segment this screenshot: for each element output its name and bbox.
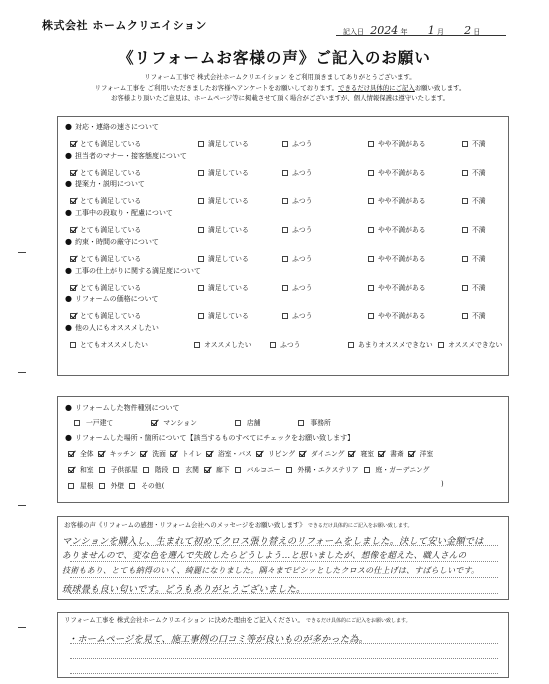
question-1-option-label: とても満足している [80,140,142,148]
date-year-unit: 年 [400,28,408,36]
question-6-text: 工事の仕上がりに関する満足度について [74,266,201,275]
question-4-option-4[interactable] [462,224,486,234]
place-option-0[interactable] [68,466,94,474]
bullet-icon: ● [65,208,72,218]
property-question-label: リフォームした物件種別について [74,404,180,412]
place-option-label: キッチン [109,450,137,458]
question-5 [58,236,508,266]
checkbox-icon[interactable] [99,467,105,473]
question-6-option-0[interactable] [70,282,141,292]
places-question-label: リフォームした場所・箇所について【該当するものすべてにチェックをお願い致します】 [74,434,355,442]
date-day: 2 [464,24,472,37]
margin-mark-2 [18,372,26,373]
question-7-option-4[interactable] [462,310,486,320]
question-3-option-label: ふつう [292,197,313,206]
question-1-option-label: 不満 [472,140,486,148]
question-5-option-0[interactable] [70,253,141,263]
intro-line-1: リフォーム工事で 株式会社ホームクリエイション をご利用頂きましてありがとうございます。 [144,73,416,81]
question-recommend-label [65,323,159,333]
place-option-1[interactable] [99,482,125,490]
property-option-0[interactable] [74,419,113,427]
place-option-label: 庭・ガーデニング [375,466,430,474]
reason-rule-3 [70,673,498,674]
checkbox-icon[interactable] [368,170,374,176]
question-5-option-4[interactable] [462,253,486,263]
voice-header-note: できるだけ具体的にご記入をお願い致します。 [307,523,413,529]
checkbox-icon[interactable] [143,467,149,473]
question-6-option-label: ふつう [292,283,313,292]
voice-text-line-4: 琉球畳も良い匂いです。どうもありがとうございました。 [62,584,306,595]
checkbox-icon[interactable] [173,467,179,473]
property-section [57,396,509,503]
question-recommend-text: 他の人にもオススメしたい [74,323,159,332]
property-option-2[interactable] [235,419,261,427]
date-month-unit: 月 [436,28,444,36]
other-close-paren: ) [441,480,444,488]
bullet-icon: ● [65,122,72,131]
place-option-3[interactable] [170,450,202,458]
place-option-label: 階段 [154,466,169,474]
place-option-0[interactable] [68,450,94,458]
checkbox-icon[interactable] [235,467,241,473]
checkbox-icon[interactable] [198,141,204,147]
checkbox-icon[interactable] [194,342,200,348]
checkbox-icon[interactable] [74,420,80,426]
question-5-option-label: 不満 [472,254,486,263]
place-option-label: 全体 [80,450,94,458]
question-4-option-label: やや不満がある [378,226,426,235]
question-4-option-0[interactable] [70,224,141,234]
question-5-option-2[interactable] [282,253,312,263]
place-option-label: 書斎 [390,450,404,458]
checkbox-icon[interactable] [438,342,444,348]
question-2 [58,150,508,180]
checkbox-icon[interactable] [286,467,292,473]
checkbox-icon[interactable] [68,483,74,489]
place-option-label: 浴室・バス [217,450,252,458]
question-4-option-label: 満足している [208,226,249,235]
page-title: 《リフォームお客様の声》ご記入のお願い [118,49,431,67]
intro-line-3: お客様より頂いたご意見は、ホームページ等に掲載させて頂く場合がございますが、個人情報保護は遵守いたします。 [110,94,450,102]
question-recommend-option-label: オススメしたい [204,340,252,349]
checkbox-icon[interactable] [151,420,157,426]
question-7-option-label: ふつう [292,312,313,321]
intro-line-2-post: お願い致します。 [414,83,466,92]
question-4 [58,207,508,237]
checkbox-icon[interactable] [462,313,468,319]
voice-rule-2 [70,561,498,562]
question-6-label [65,266,201,276]
date-underline [336,35,506,36]
checkbox-icon[interactable] [282,285,288,291]
checkbox-icon[interactable] [256,451,262,457]
question-7-option-label: 満足している [208,312,249,321]
question-recommend-option-label: ふつう [280,340,301,349]
question-3-option-label: 不満 [472,197,486,206]
voice-text-line-1: マンションを購入し、生まれて初めてクロス張り替えのリフォームをしました。決して安い金額では [62,536,484,547]
place-option-label: バルコニー [246,466,281,474]
checkbox-icon[interactable] [462,285,468,291]
place-option-3[interactable] [173,466,199,474]
date-day-unit: 日 [473,28,481,36]
place-option-label: 寝室 [360,450,375,458]
question-2-option-label: とても満足している [80,168,142,177]
date-month: 1 [427,24,435,37]
checkbox-icon[interactable] [204,467,210,473]
bullet-icon: ● [65,236,72,246]
voice-header [64,520,412,529]
question-1-text: 対応・連絡の速さについて [74,123,159,131]
place-option-5[interactable] [256,450,295,458]
place-option-label: 廊下 [215,466,230,474]
place-option-9[interactable] [408,450,434,458]
checkbox-icon[interactable] [198,198,204,204]
place-option-1[interactable] [98,450,137,458]
place-option-label: 子供部屋 [110,466,138,474]
question-recommend-option-4[interactable] [438,339,502,349]
question-recommend-option-0[interactable] [70,339,148,349]
voice-header-text: お客様の声《リフォームの感想・リフォーム会社へのメッセージをお願い致します》 [64,521,306,529]
place-option-label: 洋室 [419,450,434,458]
place-option-2[interactable] [143,466,169,474]
reason-header-note: できるだけ具体的にご記入をお願い致します。 [306,618,411,624]
question-6 [58,265,508,295]
question-5-text: 約束・時間の厳守について [74,237,159,246]
bullet-icon: ● [65,265,72,275]
reason-text-line-1: ・ホームページを見て、施工事例の口コミ等が良いものが多かった為。 [68,634,369,645]
question-3-option-label: やや不満がある [378,197,426,206]
place-option-8[interactable] [378,450,404,458]
question-6-option-2[interactable] [282,282,312,292]
checkbox-icon[interactable] [198,227,204,233]
checkbox-icon[interactable] [70,285,76,291]
place-option-label: その他( [141,482,165,490]
checkbox-icon[interactable] [282,141,288,147]
question-7-option-0[interactable] [70,310,141,320]
place-option-4[interactable] [204,466,230,474]
bullet-icon: ● [65,294,72,304]
bullet-icon: ● [65,150,72,160]
place-option-6[interactable] [286,466,359,474]
bullet-icon: ● [65,322,72,332]
checkbox-icon[interactable] [368,285,374,291]
property-option-1[interactable] [151,419,197,427]
place-option-label: リビング [267,450,296,458]
question-2-option-2[interactable] [282,167,312,177]
question-6-option-1[interactable] [198,282,249,292]
place-option-label: 外構・エクステリア [297,466,359,474]
checkbox-icon[interactable] [70,198,76,204]
question-1 [58,121,508,151]
question-1-option-0[interactable] [70,138,141,148]
question-7-option-1[interactable] [198,310,249,320]
intro-line-2-pre: リフォーム工事を ご利用いただきましたお客様へアンケートをお願いしております。 [94,83,339,92]
checkbox-icon[interactable] [235,420,241,426]
date-year: 2024 [370,24,399,37]
checkbox-icon[interactable] [282,313,288,319]
place-option-7[interactable] [348,450,374,458]
question-recommend [58,322,508,352]
question-7-option-label: やや不満がある [378,312,426,321]
checkbox-icon[interactable] [368,141,374,147]
question-4-option-2[interactable] [282,224,312,234]
question-2-option-label: 満足している [208,168,249,177]
checkbox-icon[interactable] [98,451,104,457]
question-1-option-1[interactable] [198,138,249,148]
question-2-option-3[interactable] [368,167,426,177]
checkbox-icon[interactable] [282,170,288,176]
question-6-option-label: 不満 [472,283,486,292]
checkbox-icon[interactable] [368,313,374,319]
property-options [74,417,369,427]
satisfaction-survey [57,116,509,376]
question-recommend-option-1[interactable] [194,339,252,349]
place-option-label: ダイニング [311,450,345,458]
places-question: ● リフォームした場所・箇所について【該当するものすべてにチェックをお願い致します】 [65,433,355,442]
question-4-option-label: とても満足している [80,226,142,235]
customer-voice-box[interactable] [57,516,509,600]
question-3-text: 提案力・説明について [74,180,145,189]
checkbox-icon[interactable] [348,342,354,348]
place-option-label: 洗面 [152,450,166,458]
checkbox-icon[interactable] [70,227,76,233]
intro-line-2 [30,83,530,94]
reason-header-text: リフォーム工事を 株式会社ホームクリエイション に決めた理由をご記入ください。 [64,616,304,624]
checkbox-icon[interactable] [364,467,370,473]
question-5-option-label: とても満足している [80,254,142,263]
checkbox-icon[interactable] [299,451,305,457]
question-7-option-label: 不満 [472,312,486,321]
question-1-option-label: 満足している [208,140,249,148]
question-5-label [65,237,159,247]
checkbox-icon[interactable] [129,483,135,489]
checkbox-icon[interactable] [70,313,76,319]
checkbox-icon[interactable] [170,451,176,457]
question-2-label [65,151,187,161]
place-option-label: 外壁 [110,482,125,490]
question-3-option-label: とても満足している [80,197,142,206]
intro-text [30,72,530,104]
reason-rule-2 [70,658,498,659]
place-option-label: 和室 [80,466,94,474]
question-1-label [65,122,159,132]
checkbox-icon[interactable] [368,227,374,233]
question-5-option-3[interactable] [368,253,426,263]
question-2-text: 担当者のマナー・接客態度について [74,151,187,160]
question-7-option-2[interactable] [282,310,312,320]
checkbox-icon[interactable] [282,256,288,262]
date-label: 記入日 [343,28,364,36]
question-7-option-3[interactable] [368,310,426,320]
voice-rule-3 [70,577,498,578]
reason-header [64,615,411,624]
question-6-option-label: やや不満がある [378,283,426,292]
question-2-option-4[interactable] [462,167,486,177]
question-4-option-label: 不満 [472,226,486,235]
voice-text-line-3: 技術もあり、とても納得のいく、綺麗になりました。隅々までピシッとしたクロスの仕上げは、すばらしいです。 [62,566,480,575]
checkbox-icon[interactable] [68,467,74,473]
checkbox-icon[interactable] [70,170,76,176]
checkbox-icon[interactable] [462,141,468,147]
question-3-option-1[interactable] [198,195,249,205]
question-5-option-label: 満足している [208,254,249,263]
question-5-option-label: やや不満がある [378,254,426,263]
question-6-option-label: 満足している [208,283,249,292]
question-recommend-option-label: オススメできない [448,340,503,349]
checkbox-icon[interactable] [348,451,354,457]
checkbox-icon[interactable] [368,198,374,204]
checkbox-icon[interactable] [70,256,76,262]
checkbox-icon[interactable] [270,342,276,348]
question-1-option-4[interactable] [462,138,486,148]
places-row-2 [68,464,434,474]
question-7 [58,293,508,323]
question-4-label [65,208,173,218]
checkbox-icon[interactable] [198,170,204,176]
question-3 [58,178,508,208]
place-option-5[interactable] [235,466,281,474]
question-recommend-option-3[interactable] [348,339,433,349]
question-3-option-0[interactable] [70,195,141,205]
property-option-3[interactable] [298,419,330,427]
checkbox-icon[interactable] [99,483,105,489]
question-recommend-option-label: とてもオススメしたい [80,340,148,349]
checkbox-icon[interactable] [70,141,76,147]
place-option-2[interactable] [129,482,164,490]
checkbox-icon[interactable] [408,451,414,457]
question-4-text: 工事中の段取り・配慮について [74,209,173,218]
margin-mark-4 [18,627,26,628]
question-7-label [65,294,159,304]
checkbox-icon[interactable] [140,451,146,457]
question-1-option-label: やや不満がある [378,140,426,148]
question-3-option-3[interactable] [368,195,426,205]
bullet-icon: ● [65,179,72,189]
intro-line-2-underlined: できるだけ具体的にご記入 [338,83,415,92]
question-3-option-4[interactable] [462,195,486,205]
places-row-3 [68,480,500,490]
question-2-option-label: 不満 [472,168,486,177]
question-6-option-3[interactable] [368,282,426,292]
question-2-option-label: やや不満がある [378,168,426,177]
checkbox-icon[interactable] [378,451,384,457]
question-5-option-1[interactable] [198,253,249,263]
question-1-option-3[interactable] [368,138,426,148]
place-option-0[interactable] [68,482,94,490]
place-option-6[interactable] [299,450,344,458]
place-option-label: トイレ [181,450,202,458]
question-1-option-2[interactable] [282,138,312,148]
checkbox-icon[interactable] [282,198,288,204]
checkbox-icon[interactable] [462,256,468,262]
voice-text-line-2: ありませんので、変な色を選んで失敗したらどうしよう…と思いましたが、想像を超えた、職人さんの [62,551,467,561]
checkbox-icon[interactable] [198,285,204,291]
property-option-label: マンション [163,419,197,427]
checkbox-icon[interactable] [462,227,468,233]
company-name: 株式会社 ホームクリエイション [42,19,207,32]
margin-mark-1 [18,252,26,253]
checkbox-icon[interactable] [368,256,374,262]
question-4-option-1[interactable] [198,224,249,234]
question-3-label [65,179,145,189]
checkbox-icon[interactable] [198,256,204,262]
question-4-option-label: ふつう [292,226,313,235]
question-7-text: リフォームの価格について [74,295,159,304]
question-2-option-1[interactable] [198,167,249,177]
question-7-option-label: とても満足している [80,312,142,321]
question-2-option-label: ふつう [292,168,313,177]
question-2-option-0[interactable] [70,167,141,177]
place-option-4[interactable] [206,450,252,458]
place-option-7[interactable] [364,466,430,474]
checkbox-icon[interactable] [298,420,304,426]
question-5-option-label: ふつう [292,254,313,263]
question-3-option-label: 満足している [208,197,249,206]
property-option-label: 一戸建て [86,419,114,427]
question-recommend-option-2[interactable] [270,339,300,349]
margin-mark-3 [18,505,26,506]
question-4-option-3[interactable] [368,224,426,234]
checkbox-icon[interactable] [282,227,288,233]
property-option-label: 事務所 [310,419,331,427]
checkbox-icon[interactable] [70,342,76,348]
checkbox-icon[interactable] [206,451,212,457]
question-1-option-label: ふつう [292,140,313,148]
question-recommend-option-label: あまりオススメできない [358,340,433,349]
places-row-1 [68,448,437,458]
checkbox-icon[interactable] [462,198,468,204]
place-option-label: 屋根 [80,482,94,490]
checkbox-icon[interactable] [462,170,468,176]
property-question: ● リフォームした物件種別について [65,403,180,412]
question-6-option-label: とても満足している [80,283,142,292]
property-option-label: 店舗 [246,419,261,427]
checkbox-icon[interactable] [198,313,204,319]
question-3-option-2[interactable] [282,195,312,205]
checkbox-icon[interactable] [68,451,74,457]
place-option-label: 玄関 [185,466,199,474]
place-option-2[interactable] [140,450,166,458]
reason-box[interactable] [57,612,509,678]
question-6-option-4[interactable] [462,282,486,292]
place-option-1[interactable] [99,466,138,474]
